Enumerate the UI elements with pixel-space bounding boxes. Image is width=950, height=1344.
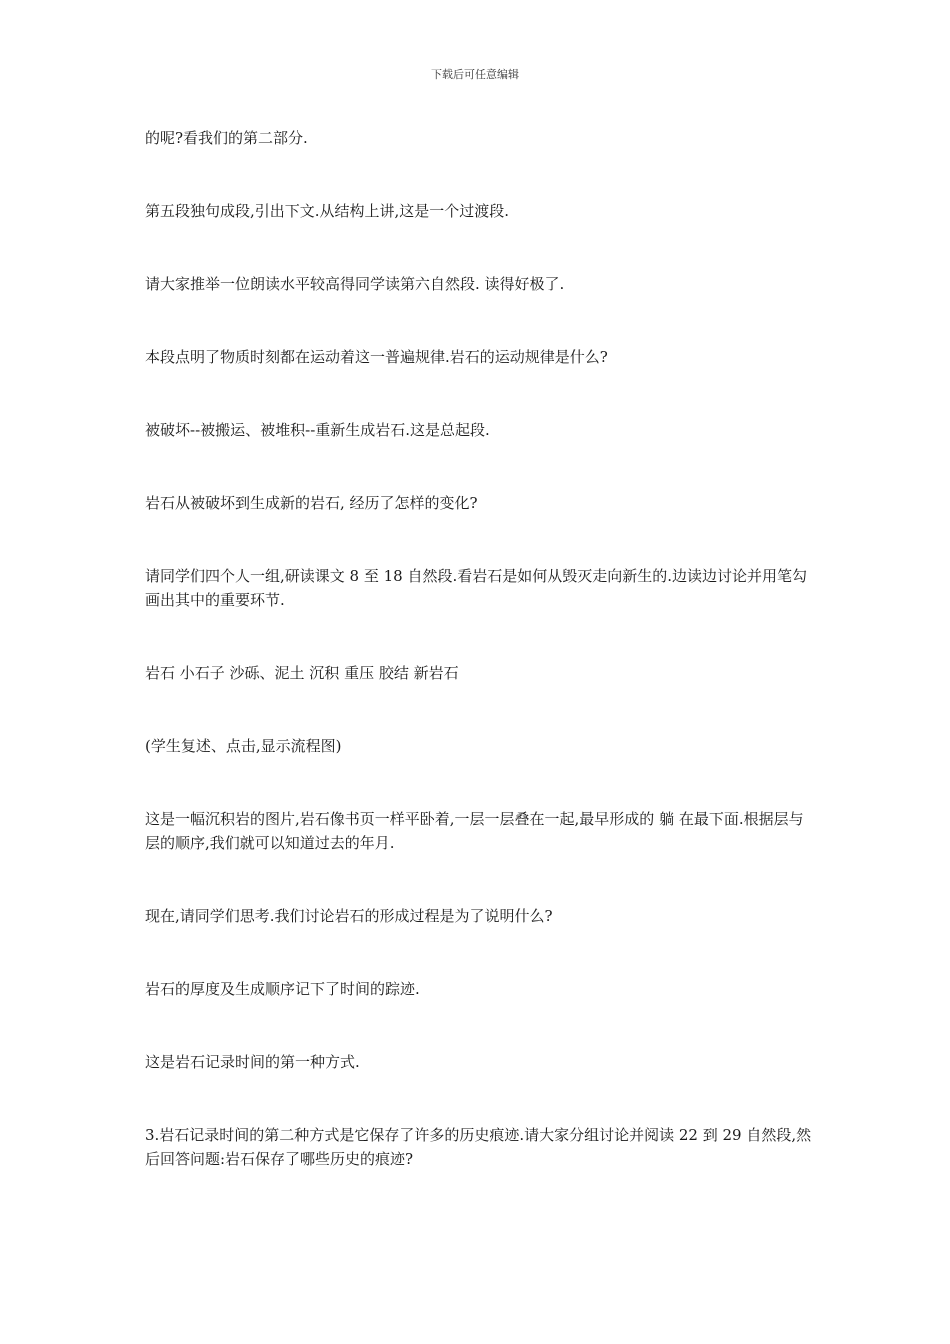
paragraph-10: 这是一幅沉积岩的图片,岩石像书页一样平卧着,一层一层叠在一起,最早形成的 躺 在最下面.根据层与层的顺序,我们就可以知道过去的年月. — [145, 810, 804, 852]
page-header: 下载后可任意编辑 — [431, 68, 519, 81]
paragraph-12: 岩石的厚度及生成顺序记下了时间的踪迹. — [145, 980, 420, 998]
paragraph-14: 3.岩石记录时间的第二种方式是它保存了许多的历史痕迹.请大家分组讨论并阅读 22 到 29 自然段,然后回答问题:岩石保存了哪些历史的痕迹? — [145, 1126, 812, 1168]
paragraph-1: 的呢?看我们的第二部分. — [145, 129, 308, 147]
paragraph-9: (学生复述、点击,显示流程图) — [145, 737, 342, 755]
paragraph-6: 岩石从被破坏到生成新的岩石, 经历了怎样的变化? — [145, 494, 478, 512]
paragraph-4: 本段点明了物质时刻都在运动着这一普遍规律.岩石的运动规律是什么? — [145, 348, 608, 366]
paragraph-8: 岩石 小石子 沙砾、泥土 沉积 重压 胶结 新岩石 — [145, 664, 459, 682]
document-body — [145, 126, 813, 1171]
paragraph-7: 请同学们四个人一组,研读课文 8 至 18 自然段.看岩石是如何从毁灭走向新生的.边读边讨论并用笔勾画出其中的重要环节. — [145, 567, 808, 609]
paragraph-3: 请大家推举一位朗读水平较高得同学读第六自然段. 读得好极了. — [145, 275, 565, 293]
paragraph-5: 被破坏--被搬运、被堆积--重新生成岩石.这是总起段. — [145, 421, 490, 439]
paragraph-13: 这是岩石记录时间的第一种方式. — [145, 1053, 360, 1071]
paragraph-11: 现在,请同学们思考.我们讨论岩石的形成过程是为了说明什么? — [145, 907, 553, 925]
paragraph-2: 第五段独句成段,引出下文.从结构上讲,这是一个过渡段. — [145, 202, 510, 220]
